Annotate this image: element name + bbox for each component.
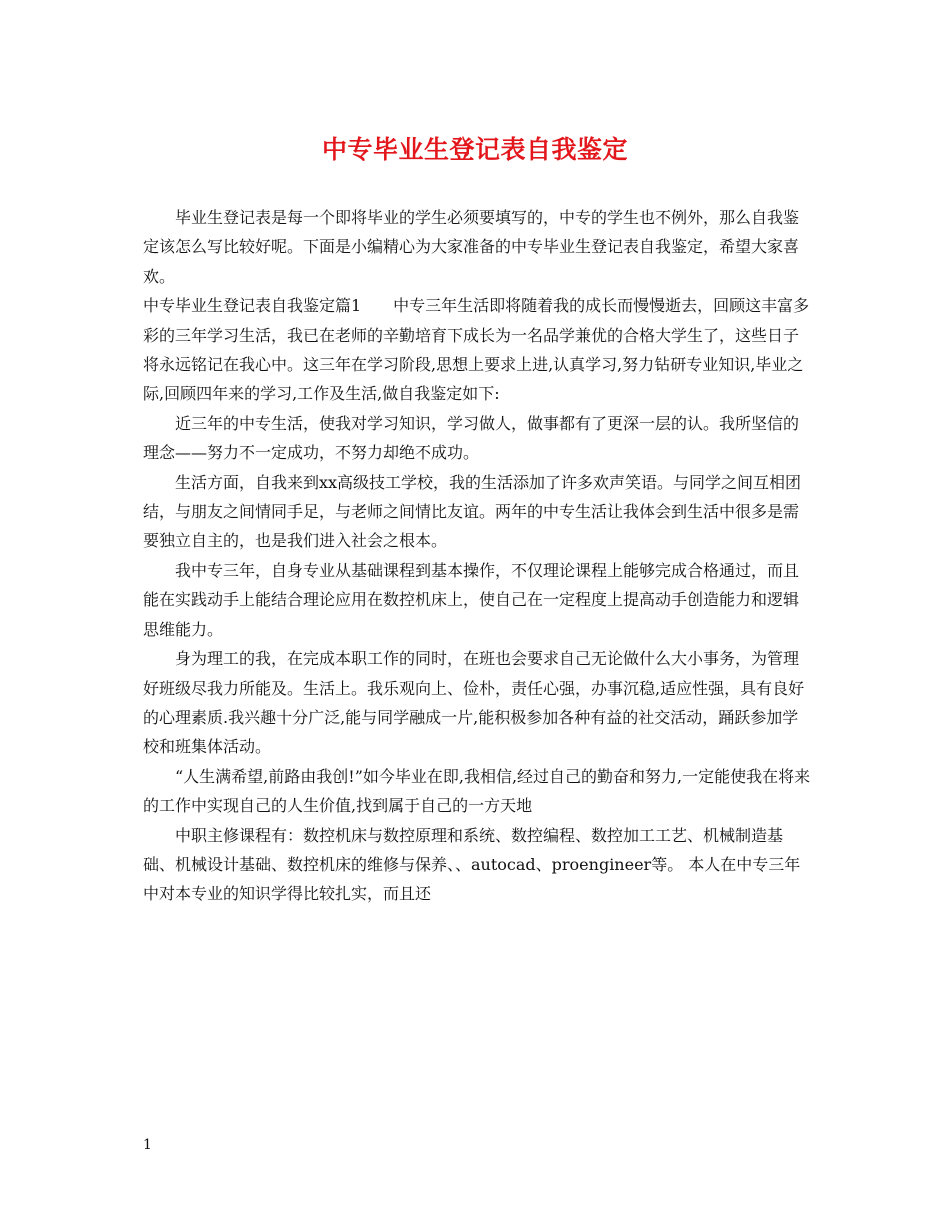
page-number: 1 xyxy=(143,1137,152,1153)
document-body xyxy=(143,203,811,909)
paragraph-intro: 毕业生登记表是每一个即将毕业的学生必须要填写的，中专的学生也不例外，那么自我鉴定该怎么写比较好呢。下面是小编精心为大家准备的中专毕业生登记表自我鉴定，希望大家喜欢。 xyxy=(143,208,800,286)
paragraph-daily-life: 生活方面，自我来到xx高级技工学校，我的生活添加了许多欢声笑语。与同学之间互相团结，与朋友之间情同手足，与老师之间情比友谊。两年的中专生活让我体会到生活中很多是需要独立自主的，也是我们进入社会之根本。 xyxy=(143,472,802,551)
paragraph-class-work: 身为理工的我，在完成本职工作的同时，在班也会要求自己无论做什么大小事务，为管理好班级尽我力所能及。生活上。我乐观向上、俭朴，责任心强，办事沉稳,适应性强，具有良好的心理素质.我兴趣十分广泛,能与同学融成一片,能积极参加各种有益的社交活动，踊跃参加学校和班集体活动。 xyxy=(143,649,805,757)
paragraph-major: 我中专三年，自身专业从基础课程到基本操作，不仅理论课程上能够完成合格通过，而且能在实践动手上能结合理论应用在数控机床上，使自己在一定程度上提高动手创造能力和逻辑思维能力。 xyxy=(143,560,800,639)
paragraph-courses: 中职主修课程有：数控机床与数控原理和系统、数控编程、数控加工工艺、机械制造基础、机械设计基础、数控机床的维修与保养、、autocad、proengineer等。 本人在中专三年中对本专业的知识学得比较扎实，而且还 xyxy=(143,825,801,904)
page-title: 中专毕业生登记表自我鉴定 xyxy=(321,135,628,164)
paragraph-future: “人生满希望,前路由我创!”如今毕业在即,我相信,经过自己的勤奋和努力,一定能使我在将来的工作中实现自己的人生价值,找到属于自己的一方天地 xyxy=(143,766,811,816)
paragraph-study-life: 近三年的中专生活，使我对学习知识，学习做人，做事都有了更深一层的认。我所坚信的理念——努力不一定成功，不努力却绝不成功。 xyxy=(143,413,800,463)
paragraph-section-1: 中专毕业生登记表自我鉴定篇1 中专三年生活即将随着我的成长而慢慢逝去，回顾这丰富多彩的三年学习生活，我已在老师的辛勤培育下成长为一名品学兼优的合格大学生了，这些日子将永远铭记在我心中。这三年在学习阶段,思想上要求上进,认真学习,努力钻研专业知识,毕业之际,回顾四年来的学习,工作及生活,做自我鉴定如下: xyxy=(143,296,810,404)
